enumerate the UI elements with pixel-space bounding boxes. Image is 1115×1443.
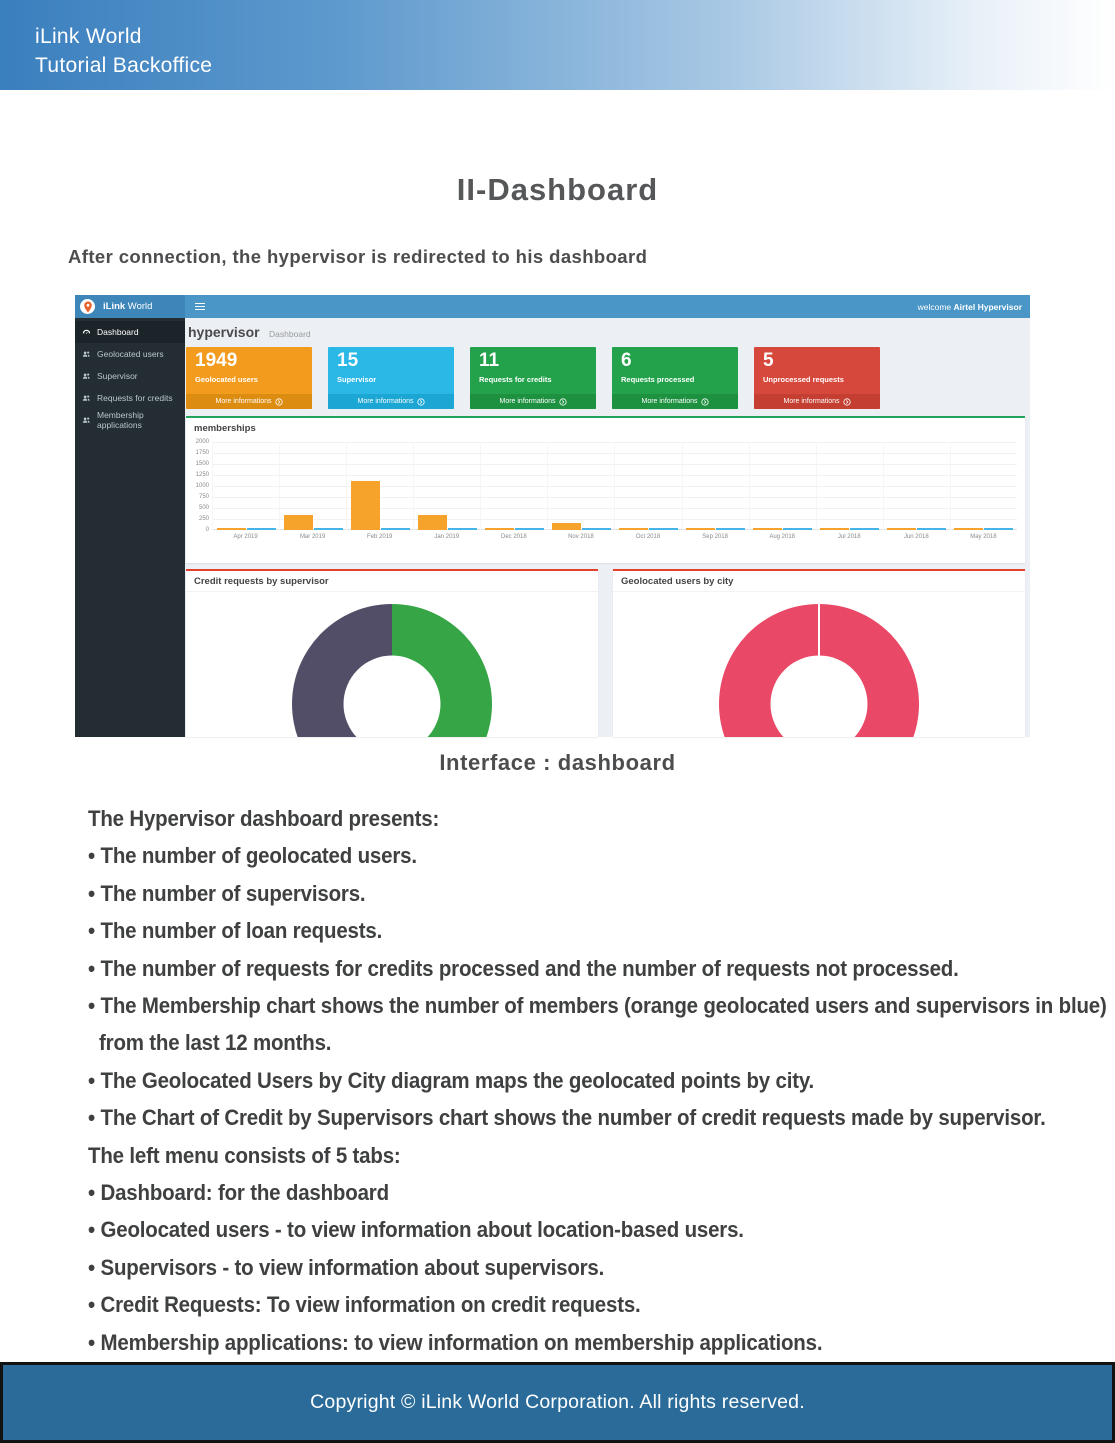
bar-supervisors bbox=[582, 528, 611, 530]
y-tick-label: 1750 bbox=[195, 450, 209, 456]
page-footer bbox=[0, 1362, 1115, 1443]
screenshot-caption: Interface : dashboard bbox=[439, 750, 676, 775]
page-title: II-Dashboard bbox=[456, 172, 659, 207]
y-axis bbox=[192, 439, 212, 541]
stat-card-requests-processed: 6 Requests processed More informations bbox=[612, 347, 738, 409]
credit-donut-chart bbox=[292, 604, 492, 737]
geo-donut-chart bbox=[719, 604, 919, 737]
stat-card-geolocated-users: 1949 Geolocated users More informations bbox=[186, 347, 312, 409]
dashboard-topbar bbox=[75, 295, 1030, 318]
users-icon bbox=[82, 416, 91, 425]
x-tick-label: Apr 2019 bbox=[233, 534, 258, 540]
bar-group bbox=[883, 442, 950, 530]
sidebar-item-requests-for-credits[interactable]: Requests for credits bbox=[75, 387, 185, 409]
bar-group bbox=[682, 442, 749, 530]
stat-card-unprocessed-requests: 5 Unprocessed requests More informations bbox=[754, 347, 880, 409]
body-line: The Hypervisor dashboard presents: bbox=[88, 806, 440, 831]
body-text bbox=[88, 800, 1115, 1361]
memberships-bar-groups bbox=[212, 442, 1017, 530]
y-tick-label: 500 bbox=[198, 505, 209, 511]
donut-hole bbox=[344, 656, 441, 738]
more-informations-link[interactable]: More informations bbox=[470, 394, 596, 409]
more-informations-link[interactable]: More informations bbox=[186, 394, 312, 409]
bar-supervisors bbox=[515, 528, 544, 530]
bar-geolocated-users bbox=[485, 528, 514, 530]
bar-geolocated-users bbox=[954, 528, 983, 530]
plot-area bbox=[212, 442, 1017, 541]
geo-donut-area bbox=[613, 591, 1025, 737]
memberships-panel bbox=[186, 416, 1025, 563]
bar-supervisors bbox=[783, 528, 812, 530]
gauge-icon bbox=[82, 328, 91, 337]
bar-group bbox=[480, 442, 547, 530]
bar-geolocated-users bbox=[351, 481, 380, 530]
dashboard-screenshot bbox=[75, 295, 1030, 737]
arrow-circle-icon bbox=[275, 398, 283, 406]
user-name: Airtel Hypervisor bbox=[953, 301, 1022, 312]
sidebar-item-membership-applications[interactable]: Membership applications bbox=[75, 409, 185, 431]
y-tick-label: 750 bbox=[198, 494, 209, 500]
bar-group bbox=[279, 442, 346, 530]
x-tick-label: Mar 2019 bbox=[299, 534, 326, 540]
bar-group bbox=[413, 442, 480, 530]
bar-group bbox=[749, 442, 816, 530]
bar-group bbox=[547, 442, 614, 530]
y-tick-label: 1000 bbox=[195, 483, 209, 489]
body-line: • The number of geolocated users. bbox=[88, 843, 417, 869]
geolocated-by-city-panel bbox=[613, 569, 1025, 737]
arrow-circle-icon bbox=[559, 398, 567, 406]
y-tick-label: 2000 bbox=[195, 439, 209, 445]
users-icon bbox=[82, 372, 91, 381]
header-line-2: Tutorial Backoffice bbox=[35, 54, 213, 77]
content-title: hypervisor bbox=[188, 324, 260, 340]
slice-divider bbox=[818, 604, 820, 657]
navbar bbox=[185, 295, 1030, 318]
sidebar-item-dashboard[interactable]: Dashboard bbox=[75, 321, 185, 343]
bar-group bbox=[614, 442, 681, 530]
credit-requests-panel bbox=[186, 569, 598, 737]
body-line: • The Membership chart shows the number of members (orange geolocated users and supervisors in blue) bbox=[88, 993, 1107, 1019]
bar-geolocated-users bbox=[887, 528, 916, 530]
stat-cards-row bbox=[186, 347, 1025, 409]
body-line: • Membership applications: to view information on membership applications. bbox=[88, 1329, 823, 1355]
arrow-circle-icon bbox=[843, 398, 851, 406]
users-icon bbox=[82, 394, 91, 403]
memberships-title: memberships bbox=[194, 423, 256, 434]
body-line: • The Geolocated Users by City diagram maps the geolocated points by city. bbox=[88, 1067, 815, 1093]
bar-supervisors bbox=[850, 528, 879, 530]
geolocated-by-city-title: Geolocated users by city bbox=[621, 576, 734, 587]
credit-donut-area bbox=[186, 591, 598, 737]
x-tick-label: Nov 2018 bbox=[568, 534, 594, 540]
credit-requests-title: Credit requests by supervisor bbox=[194, 576, 329, 587]
bar-supervisors bbox=[917, 528, 946, 530]
x-tick-label: Sep 2018 bbox=[702, 534, 728, 540]
content-breadcrumb: Dashboard bbox=[269, 329, 311, 339]
brand-name-regular: World bbox=[125, 301, 153, 312]
y-tick-label: 1250 bbox=[195, 472, 209, 478]
y-tick-label: 1500 bbox=[195, 461, 209, 467]
bar-supervisors bbox=[314, 528, 343, 530]
x-tick-label: May 2018 bbox=[970, 534, 997, 540]
bar-group bbox=[816, 442, 883, 530]
bar-geolocated-users bbox=[753, 528, 782, 530]
sidebar-toggle-icon[interactable] bbox=[195, 301, 205, 311]
content-heading bbox=[186, 322, 1025, 344]
brand-logo-icon bbox=[80, 299, 95, 314]
x-tick-label: Feb 2019 bbox=[367, 534, 393, 540]
body-line: • Dashboard: for the dashboard bbox=[88, 1180, 389, 1206]
body-line: • The number of loan requests. bbox=[88, 918, 383, 944]
bar-group bbox=[346, 442, 413, 530]
bar-supervisors bbox=[247, 528, 276, 530]
x-tick-label: Dec 2018 bbox=[501, 534, 527, 540]
bar-geolocated-users bbox=[552, 523, 581, 530]
body-line: • Geolocated users - to view information about location-based users. bbox=[88, 1217, 744, 1243]
copyright-text: Copyright © iLink World Corporation. All rights reserved. bbox=[310, 1391, 805, 1413]
sidebar-item-supervisor[interactable]: Supervisor bbox=[75, 365, 185, 387]
sidebar bbox=[75, 318, 185, 737]
bar-supervisors bbox=[649, 528, 678, 530]
bar-geolocated-users bbox=[418, 515, 447, 530]
bar-geolocated-users bbox=[217, 528, 246, 530]
arrow-circle-icon bbox=[417, 398, 425, 406]
y-tick-label: 0 bbox=[205, 527, 209, 533]
stat-card-supervisor: 15 Supervisor More informations bbox=[328, 347, 454, 409]
more-informations-link[interactable]: More informations bbox=[328, 394, 454, 409]
bar-group bbox=[212, 442, 279, 530]
memberships-chart bbox=[186, 438, 1025, 541]
header-line-1: iLink World bbox=[35, 25, 142, 48]
bar-group bbox=[950, 442, 1017, 530]
page-subtitle: After connection, the hypervisor is redirected to his dashboard bbox=[68, 246, 648, 267]
x-tick-label: Oct 2018 bbox=[635, 534, 661, 540]
bar-supervisors bbox=[984, 528, 1013, 530]
bar-geolocated-users bbox=[686, 528, 715, 530]
bar-supervisors bbox=[716, 528, 745, 530]
x-tick-label: Jan 2019 bbox=[434, 534, 460, 540]
bar-supervisors bbox=[448, 528, 477, 530]
x-axis-labels bbox=[212, 534, 1017, 540]
donut-hole bbox=[771, 656, 868, 738]
body-line: • Supervisors - to view information about supervisors. bbox=[88, 1254, 605, 1280]
brand[interactable] bbox=[75, 295, 185, 318]
arrow-circle-icon bbox=[701, 398, 709, 406]
document-header bbox=[0, 0, 1115, 90]
body-line: The left menu consists of 5 tabs: bbox=[88, 1142, 401, 1168]
y-tick-label: 250 bbox=[198, 516, 209, 522]
brand-name-bold: iLink bbox=[103, 301, 126, 312]
body-line: from the last 12 months. bbox=[88, 1030, 332, 1056]
body-line: • The number of requests for credits processed and the number of requests not processed. bbox=[88, 955, 959, 981]
stat-card-requests-for-credits: 11 Requests for credits More informations bbox=[470, 347, 596, 409]
users-icon bbox=[82, 350, 91, 359]
x-tick-label: Aug 2018 bbox=[769, 534, 796, 540]
bar-geolocated-users bbox=[820, 528, 849, 530]
body-line: • The Chart of Credit by Supervisors chart shows the number of credit requests made by supervisor. bbox=[88, 1105, 1046, 1131]
more-informations-link[interactable]: More informations bbox=[612, 394, 738, 409]
user-menu[interactable]: welcome Airtel Hypervisor bbox=[917, 301, 1022, 312]
bar-geolocated-users bbox=[284, 515, 313, 530]
x-tick-label: Jun 2018 bbox=[903, 534, 929, 540]
body-line: • Credit Requests: To view information on credit requests. bbox=[88, 1292, 641, 1318]
bar-supervisors bbox=[381, 528, 410, 530]
body-line: • The number of supervisors. bbox=[88, 880, 366, 906]
dashboard-content bbox=[185, 318, 1030, 737]
more-informations-link[interactable]: More informations bbox=[754, 394, 880, 409]
x-tick-label: Jul 2018 bbox=[837, 534, 861, 540]
sidebar-item-geolocated-users[interactable]: Geolocated users bbox=[75, 343, 185, 365]
bar-geolocated-users bbox=[619, 528, 648, 530]
